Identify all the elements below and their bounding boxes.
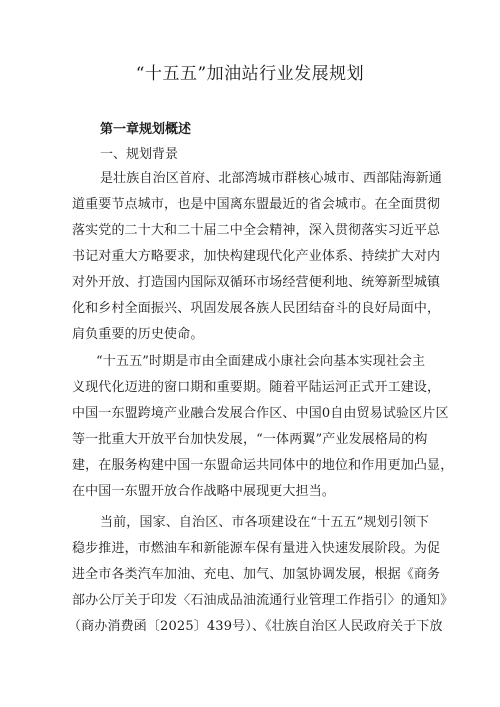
paragraph-line: 肩负重要的历史使命。 — [72, 327, 204, 342]
paragraph-line: 对外开放、打造国内国际双循环市场经营便利地、统筹新型城镇 — [72, 275, 441, 290]
paragraph-line: 等一批重大开放平台加快发展，“一体两翼”产业发展格局的构 — [72, 432, 428, 447]
paragraph-line: 书记对重大方略要求，加快构建现代化产业体系、持续扩大对内 — [72, 249, 441, 264]
chapter-heading: 第一章规划概述 — [100, 122, 192, 137]
paragraph-line: 建，在服务构建中国一东盟命运共同体中的地位和作用更加凸显， — [72, 458, 454, 473]
paragraph-line: 在中国一东盟开放合作战略中展现更大担当。 — [72, 484, 336, 499]
paragraph-line: 是壮族自治区首府、北部湾城市群核心城市、西部陆海新通 — [100, 171, 442, 186]
document-title: “十五五”加油站行业发展规划 — [135, 64, 365, 84]
paragraph-line: 中国一东盟跨境产业融合发展合作区、中国0自由贸易试验区片区 — [72, 406, 449, 421]
paragraph-line: 道重要节点城市，也是中国离东盟最近的省会城市。在全面贯彻 — [72, 197, 441, 212]
paragraph-line: （商办消费函〔2025〕439号）、《壮族自治区人民政府关于下放 — [68, 619, 443, 634]
paragraph-line: “十五五”时期是市由全面建成小康社会向基本实现社会主 — [96, 354, 426, 369]
paragraph-line: 稳步推进，市燃油车和新能源车保有量进入快速发展阶段。为促 — [72, 541, 441, 556]
paragraph-line: 义现代化迈进的窗口期和重要期。随着平陆运河正式开工建设， — [72, 380, 441, 395]
paragraph-line: 部办公厅关于印发〈石油成品油流通行业管理工作指引〉的通知》 — [72, 593, 454, 608]
paragraph-line: 当前，国家、自治区、市各项建设在“十五五”规划引领下 — [100, 515, 430, 530]
paragraph-line: 进全市各类汽车加油、充电、加气、加氢协调发展，根据《商务 — [72, 567, 441, 582]
paragraph-line: 落实党的二十大和二十届二中全会精神，深入贯彻落实习近平总 — [72, 223, 441, 238]
paragraph-line: 化和乡村全面振兴、巩固发展各族人民团结奋斗的良好局面中， — [72, 301, 441, 316]
section-heading: 一、规划背景 — [100, 147, 179, 162]
